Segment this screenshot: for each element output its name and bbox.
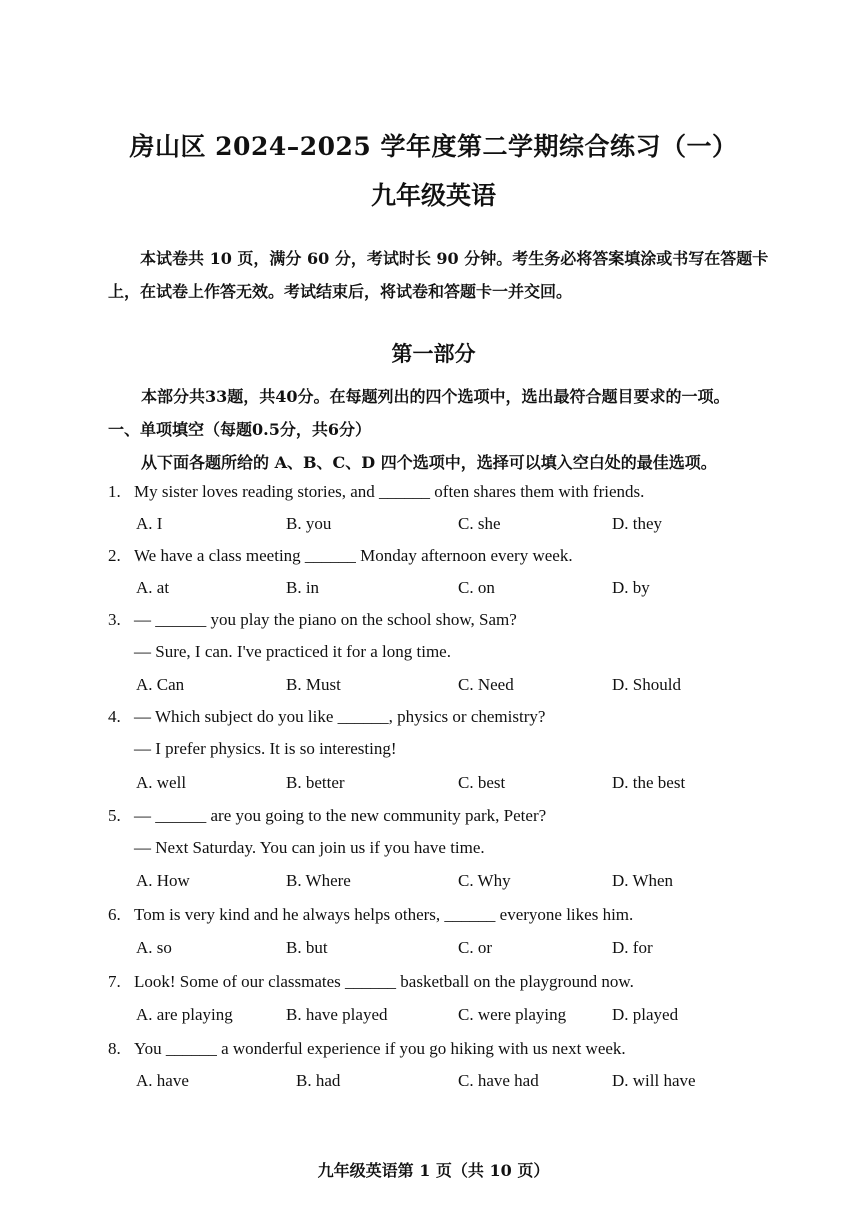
question-dialogue: — Sure, I can. I've practiced it for a long time. [134,642,451,661]
option-a: A. at [136,578,170,597]
option-a: A. so [136,938,172,957]
option-c: C. or [458,938,492,957]
exam-notice: 本试卷共 10 页，满分 60 分，考试时长 90 分钟。考生务必将答案填涂或书写在答题卡上，在试卷上作答无效。考试结束后，将试卷和答题卡一并交回。 [108,249,769,301]
option-b: B. have played [286,1005,388,1024]
question-3 [108,610,517,630]
option-b: B. Must [286,675,341,694]
option-b: B. better [286,773,345,792]
option-d: D. for [612,938,653,957]
option-c: C. Need [458,675,514,694]
question-7 [108,972,634,992]
option-a: A. well [136,773,187,792]
question-4-line-2 [108,739,397,759]
question-4 [108,707,545,727]
option-d: D. the best [612,773,686,792]
option-d: D. played [612,1005,679,1024]
question-5 [108,806,546,826]
option-a: A. How [136,871,190,890]
section-title: 一、单项填空（每题0.5分，共6分） [108,420,371,439]
question-6 [108,905,633,925]
option-d: D. will have [612,1071,696,1090]
part-description: 本部分共33题，共40分。在每题列出的四个选项中，选出最符合题目要求的一项。 [141,387,730,406]
question-1 [108,482,644,502]
option-d: D. Should [612,675,681,694]
option-a: A. are playing [136,1005,233,1024]
question-5-line-2 [108,838,485,858]
section-instruction: 从下面各题所给的 A、B、C、D 四个选项中，选择可以填入空白处的最佳选项。 [141,453,717,472]
question-dialogue: — Next Saturday. You can join us if you have time. [134,838,485,857]
question-stem: We have a class meeting ______ Monday afternoon every week. [134,546,573,565]
question-stem: You ______ a wonderful experience if you go hiking with us next week. [134,1039,626,1058]
question-number: 8. [108,1039,121,1058]
option-c: C. Why [458,871,511,890]
option-b: B. in [286,578,320,597]
question-2 [108,546,573,566]
option-a: A. Can [136,675,185,694]
question-stem: Look! Some of our classmates ______ basketball on the playground now. [134,972,634,991]
question-number: 5. [108,806,121,825]
option-a: A. have [136,1071,189,1090]
question-number: 6. [108,905,121,924]
question-stem: Tom is very kind and he always helps others, ______ everyone likes him. [134,905,634,924]
question-number: 4. [108,707,121,726]
option-b: B. had [296,1071,341,1090]
page-footer: 九年级英语第 1 页（共 10 页） [317,1161,550,1180]
exam-title: 房山区 2024–2025 学年度第二学期综合练习（一） [129,132,738,161]
option-c: C. were playing [458,1005,567,1024]
question-stem: — ______ you play the piano on the school show, Sam? [134,610,517,629]
option-a: A. I [136,514,163,533]
question-dialogue: — I prefer physics. It is so interesting! [134,739,397,758]
question-number: 1. [108,482,121,501]
question-stem: My sister loves reading stories, and ______ often shares them with friends. [134,482,645,501]
option-b: B. but [286,938,328,957]
question-stem: — Which subject do you like ______, physics or chemistry? [134,707,546,726]
question-3-line-2 [108,642,451,662]
option-c: C. best [458,773,506,792]
question-number: 3. [108,610,121,629]
question-number: 2. [108,546,121,565]
option-c: C. on [458,578,495,597]
question-8 [108,1039,626,1059]
option-b: B. Where [286,871,351,890]
question-number: 7. [108,972,121,991]
option-b: B. you [286,514,332,533]
option-d: D. they [612,514,663,533]
option-c: C. she [458,514,501,533]
exam-subtitle: 九年级英语 [370,181,496,210]
option-c: C. have had [458,1071,539,1090]
option-d: D. by [612,578,650,597]
option-d: D. When [612,871,674,890]
part-title: 第一部分 [391,341,476,366]
question-stem: — ______ are you going to the new community park, Peter? [134,806,547,825]
